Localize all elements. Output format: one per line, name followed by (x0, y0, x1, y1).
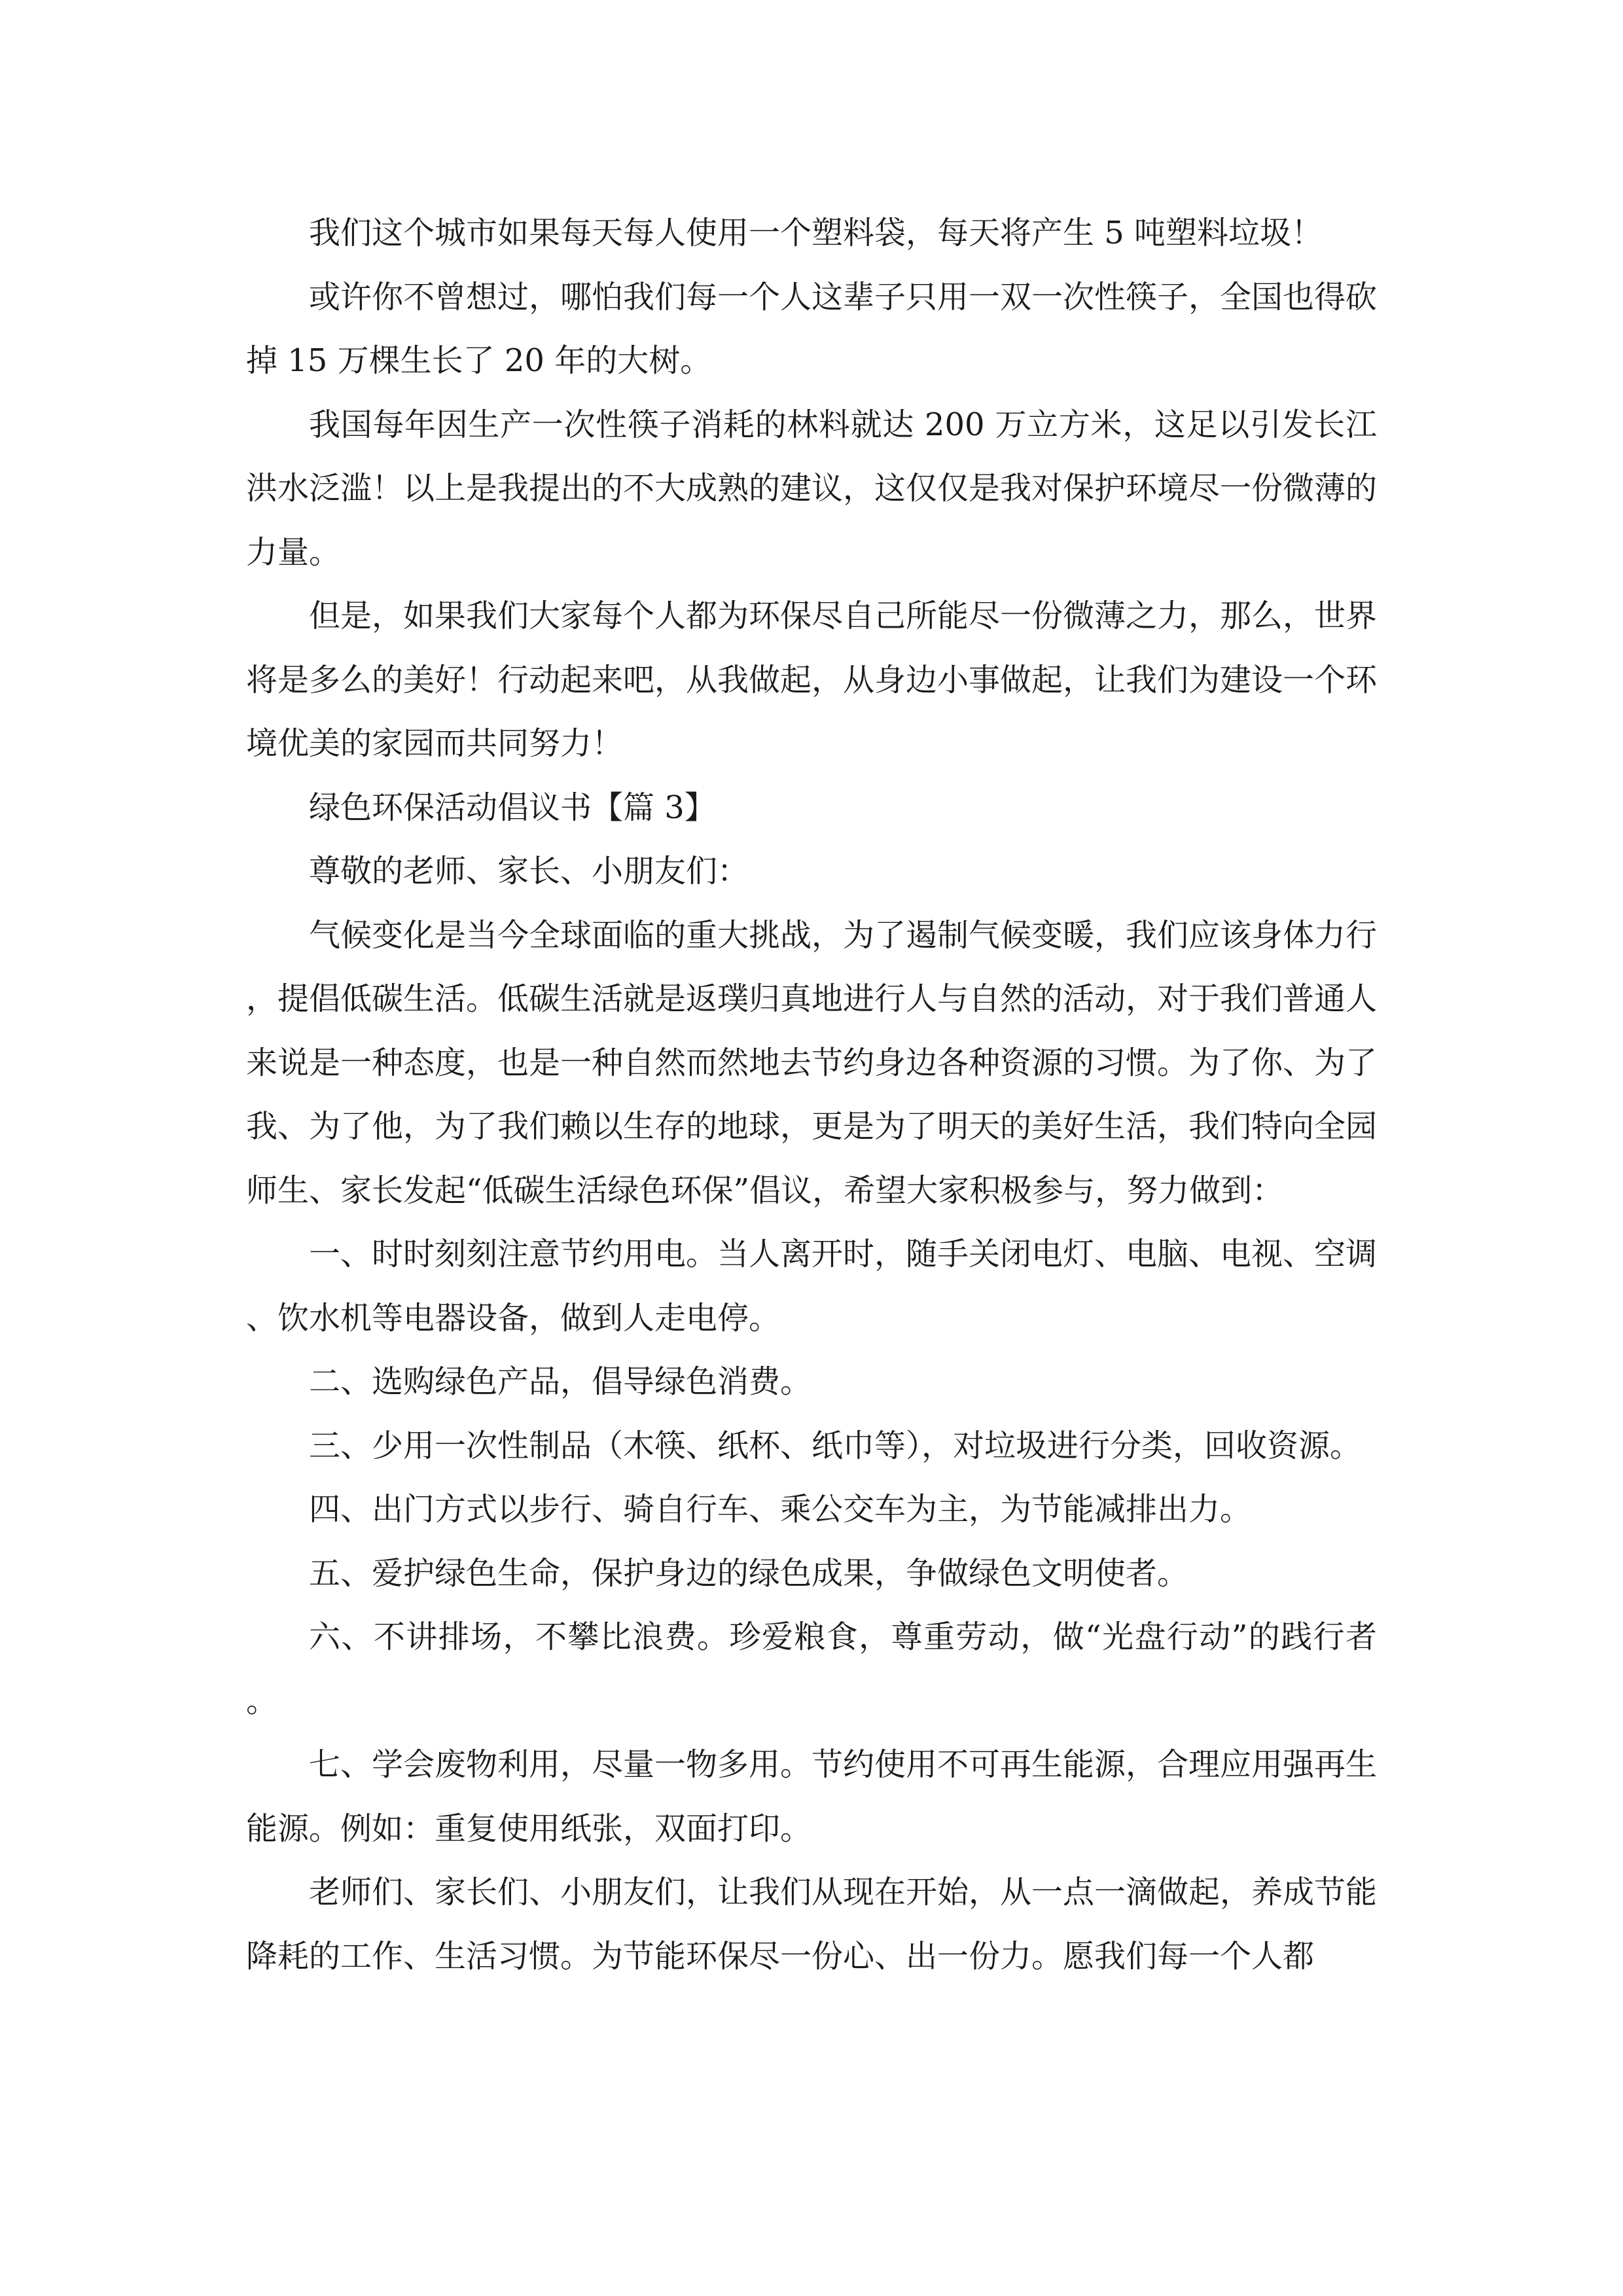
list-item-6: 六、不讲排场，不攀比浪费。珍爱粮食，尊重劳动，做“光盘行动”的践行者。 (246, 1619, 1377, 1719)
paragraph-chopsticks: 或许你不曾想过，哪怕我们每一个人这辈子只用一双一次性筷子，全国也得砍掉 15 万棵生长了 20 年的大树。 (246, 278, 1378, 379)
salutation: 尊敬的老师、家长、小朋友们： (309, 853, 749, 889)
list-item-1: 一、时时刻刻注意节约用电。当人离开时，随手关闭电灯、电脑、电视、空调、饮水机等电器设备，做到人走电停。 (246, 1236, 1378, 1336)
paragraph-climate-intro: 气候变化是当今全球面临的重大挑战，为了遏制气候变暖，我们应该身体力行，提倡低碳生活。低碳生活就是返璞归真地进行人与自然的活动，对于我们普通人来说是一种态度，也是一种自然而然地去节约身边各种资源的习惯。为了你、为了我、为了他，为了我们赖以生存的地球，更是为了明天的美好生活，我们特向全园师生、家长发起“低碳生活绿色环保”倡议，希望大家积极参与，努力做到： (246, 916, 1378, 1209)
section-heading: 绿色环保活动倡议书【篇 3】 (309, 789, 716, 826)
paragraph-plastic-bags: 我们这个城市如果每天每人使用一个塑料袋，每天将产生 5 吨塑料垃圾！ (309, 215, 1323, 251)
list-item-2: 二、选购绿色产品，倡导绿色消费。 (309, 1363, 812, 1400)
paragraph-timber-consumption: 我国每年因生产一次性筷子消耗的林料就达 200 万立方米，这足以引发长江洪水泛滥！以上是我提出的不大成熟的建议，这仅仅是我对保护环境尽一份微薄的力量。 (246, 406, 1378, 571)
list-item-4: 四、出门方式以步行、骑自行车、乘公交车为主，为节能减排出力。 (309, 1491, 1252, 1528)
paragraph-closing: 老师们、家长们、小朋友们，让我们从现在开始，从一点一滴做起，养成节能降耗的工作、生活习惯。为节能环保尽一份心、出一份力。愿我们每一个人都 (246, 1874, 1378, 1975)
list-item-7: 七、学会废物利用，尽量一物多用。节约使用不可再生能源，合理应用强再生能源。例如：重复使用纸张，双面打印。 (246, 1746, 1378, 1847)
list-item-3: 三、少用一次性制品（木筷、纸杯、纸巾等），对垃圾进行分类，回收资源。 (309, 1427, 1362, 1464)
paragraph-call-to-action: 但是，如果我们大家每个人都为环保尽自己所能尽一份微薄之力，那么，世界将是多么的美好！行动起来吧，从我做起，从身边小事做起，让我们为建设一个环境优美的家园而共同努力！ (246, 598, 1378, 762)
document-body (246, 202, 1377, 1988)
list-item-5: 五、爱护绿色生命，保护身边的绿色成果，争做绿色文明使者。 (309, 1554, 1189, 1592)
